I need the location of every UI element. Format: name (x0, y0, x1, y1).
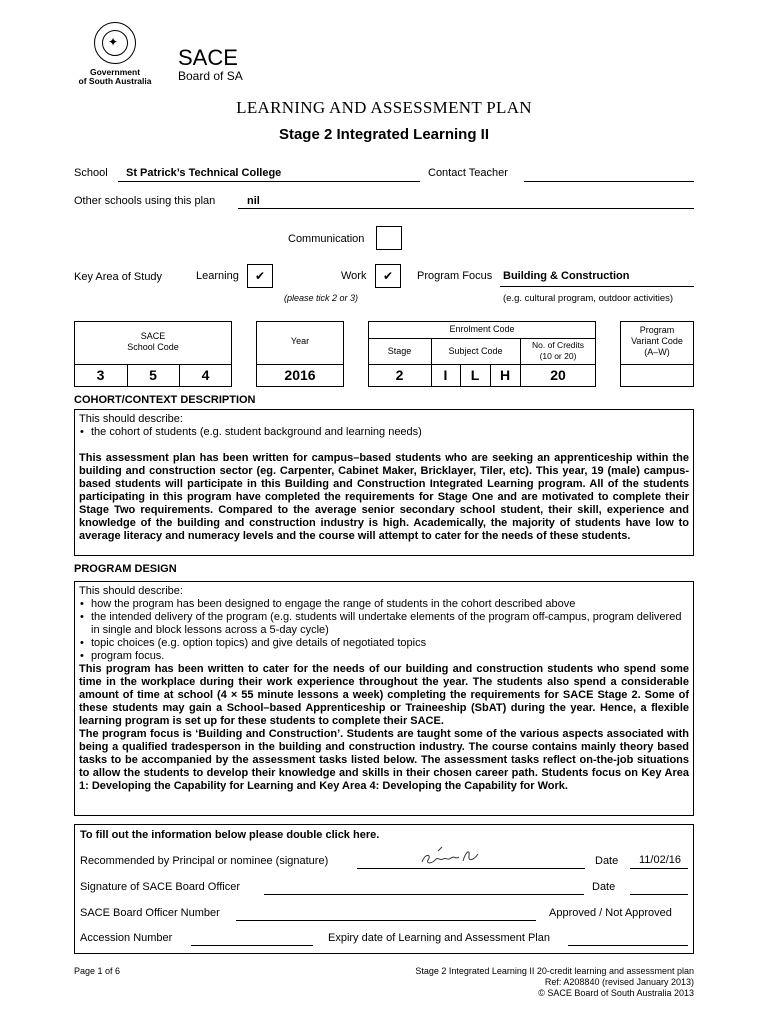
page-subtitle: Stage 2 Integrated Learning II (278, 126, 490, 143)
recommended-label: Recommended by Principal or nominee (signature) (80, 855, 329, 867)
officer-number-line[interactable] (236, 920, 536, 921)
school-label: School (74, 167, 108, 179)
focus-note: (e.g. cultural program, outdoor activities) (503, 293, 674, 304)
accession-number-label: Accession Number (80, 932, 173, 944)
cohort-text: This assessment plan has been written for campus–based students who are seeking an apprenticeship within the building and construction sector (eg. Carpenter, Cabinet Maker, Bricklayer, Tiler, etc). This year, 19 (male) campus-based students will participate in this Building and Construction Integrated Learning program. All of the students participating in this program have completed the requirements for Stage One and are motivated to complete their Stage Two requirements. Compared to the average senior secondary school student, their skill, experience and knowledge of the building and construction industry is high. Academically, the majority of students have low to average literacy and numeracy levels and the course will attempt to cater for the needs of these students. (79, 452, 689, 542)
page-title: LEARNING AND ASSESSMENT PLAN (236, 98, 532, 117)
school-code-label-1: SACE (140, 331, 166, 341)
cohort-bullets (79, 426, 689, 439)
date-label: Date (595, 855, 619, 867)
government-logo-text (72, 68, 158, 86)
school-code-label (74, 331, 232, 353)
subject-code-letter[interactable]: H (499, 367, 511, 383)
design-bullets (79, 598, 689, 663)
school-code-digit[interactable]: 5 (149, 367, 157, 383)
key-area-label: Key Area of Study (74, 271, 163, 283)
design-text-2: The program focus is ‘Building and Construction’. Students are taught some of the various aspects associated with being a qualified tradesperson in the building and construction industry. The course contains mainly theory based tasks to be accompanied by the assessment tasks listed below. The assessment tasks reflect on-the-job situations to allow the students to develop their knowledge and skills in their chosen career path. Students focus on Key Area 1: Developing the Capability for Learning and Key Area 4: Developing the Capability for Work. (79, 728, 689, 792)
tick-note: (please tick 2 or 3) (284, 293, 359, 303)
school-underline (118, 181, 420, 182)
list-item: • how the program has been designed to engage the range of students in the cohort described above (79, 598, 689, 611)
learning-checkbox[interactable]: ✔ (247, 264, 273, 288)
program-variant-label-1: Program (639, 325, 675, 335)
footer-line-2: Ref: A208840 (revised January 2013) (544, 977, 694, 987)
program-focus-underline (500, 286, 694, 287)
list-item: • the intended delivery of the program (e.g. students will undertake elements of the program off-campus, program delivered in single and block lessons across a 5-day cycle) (79, 611, 689, 637)
enrolment-header-divider (368, 338, 596, 339)
school-code-digit[interactable]: 3 (96, 367, 105, 383)
school-code-label-2: School Code (127, 342, 179, 352)
officer-signature-label: Signature of SACE Board Officer (80, 881, 240, 893)
list-item: • topic choices (e.g. option topics) and give details of negotiated topics (79, 637, 689, 650)
subject-code-letter[interactable]: I (443, 367, 448, 383)
program-design-box[interactable] (74, 581, 694, 816)
school-code-digit[interactable]: 4 (201, 367, 210, 383)
program-variant-divider (620, 364, 694, 365)
cohort-heading: COHORT/CONTEXT DESCRIPTION (74, 394, 256, 406)
signoff-instruction[interactable]: To fill out the information below please double click here. (80, 829, 380, 841)
contact-teacher-underline (524, 181, 694, 182)
communication-checkbox[interactable] (376, 226, 402, 250)
footer-info (415, 966, 694, 999)
program-focus-label: Program Focus (417, 270, 493, 282)
approval-status[interactable]: Approved / Not Approved (549, 907, 672, 919)
program-focus-field[interactable]: Building & Construction (503, 270, 630, 282)
sa-government-crest (94, 22, 136, 64)
enrolment-code-label: Enrolment Code (449, 324, 515, 334)
year-label: Year (290, 336, 310, 346)
credits-field[interactable]: 20 (550, 367, 566, 383)
school-field[interactable]: St Patrick’s Technical College (126, 167, 282, 179)
cohort-intro: This should describe: (79, 413, 183, 425)
date2-label: Date (592, 881, 616, 893)
date2-underline[interactable] (630, 894, 688, 895)
sace-logo-subtitle: Board of SA (178, 69, 243, 83)
subject-code-letter[interactable]: L (470, 367, 480, 383)
credits-label (520, 340, 596, 362)
expiry-date-line[interactable] (568, 945, 688, 946)
design-intro: This should describe: (79, 585, 183, 597)
program-variant-label (620, 325, 694, 358)
expiry-date-label: Expiry date of Learning and Assessment Plan (328, 932, 550, 944)
learning-label: Learning (196, 270, 239, 282)
piping-shrike-icon: ✦ (108, 35, 119, 49)
cohort-box[interactable] (74, 409, 694, 556)
officer-signature-line[interactable] (264, 894, 584, 895)
stage-label: Stage (387, 346, 412, 356)
footer-line-3: © SACE Board of South Australia 2013 (538, 988, 694, 998)
accession-number-line[interactable] (191, 945, 313, 946)
date-field[interactable]: 11/02/16 (639, 854, 682, 866)
program-variant-label-2: Variant Code (631, 336, 683, 346)
list-item: • program focus. (79, 650, 689, 663)
other-schools-field[interactable]: nil (247, 195, 260, 207)
design-text-1: This program has been written to cater for the needs of our building and construction students who spend some time in the workplace during their work experience throughout the year. The students also spend a considerable amount of time at school (4 × 55 minute lessons a week) completing the requirements for SACE Stage 2. Some of these students may gain a School–based Apprenticeship or Traineeship (SbAT) during the year. Hence, a flexible learning program is set up for these students to complete their SACE. (79, 663, 689, 727)
date-underline (630, 868, 688, 869)
contact-teacher-label: Contact Teacher (428, 167, 508, 179)
work-label: Work (341, 270, 367, 282)
officer-number-label: SACE Board Officer Number (80, 907, 220, 919)
subject-code-label: Subject Code (448, 346, 503, 356)
work-checkbox[interactable]: ✔ (375, 264, 401, 288)
credits-label-2: (10 or 20) (539, 351, 577, 361)
program-design-heading: PROGRAM DESIGN (74, 563, 177, 575)
year-field[interactable]: 2016 (284, 367, 316, 383)
credits-label-1: No. of Credits (532, 340, 584, 350)
gov-line-1: Government (89, 67, 141, 77)
stage-field[interactable]: 2 (395, 367, 404, 383)
gov-line-2: of South Australia (78, 76, 152, 86)
sace-logo-title: SACE (178, 45, 238, 70)
page-number: Page 1 of 6 (74, 966, 121, 976)
list-item: • the cohort of students (e.g. student background and learning needs) (79, 426, 689, 439)
footer-line-1: Stage 2 Integrated Learning II 20-credit learning and assessment plan (415, 966, 694, 976)
principal-signature-icon (418, 845, 484, 869)
other-schools-underline (238, 208, 694, 209)
other-schools-label: Other schools using this plan (74, 195, 216, 207)
communication-label: Communication (288, 233, 365, 245)
program-variant-label-3: (A–W) (644, 347, 670, 357)
